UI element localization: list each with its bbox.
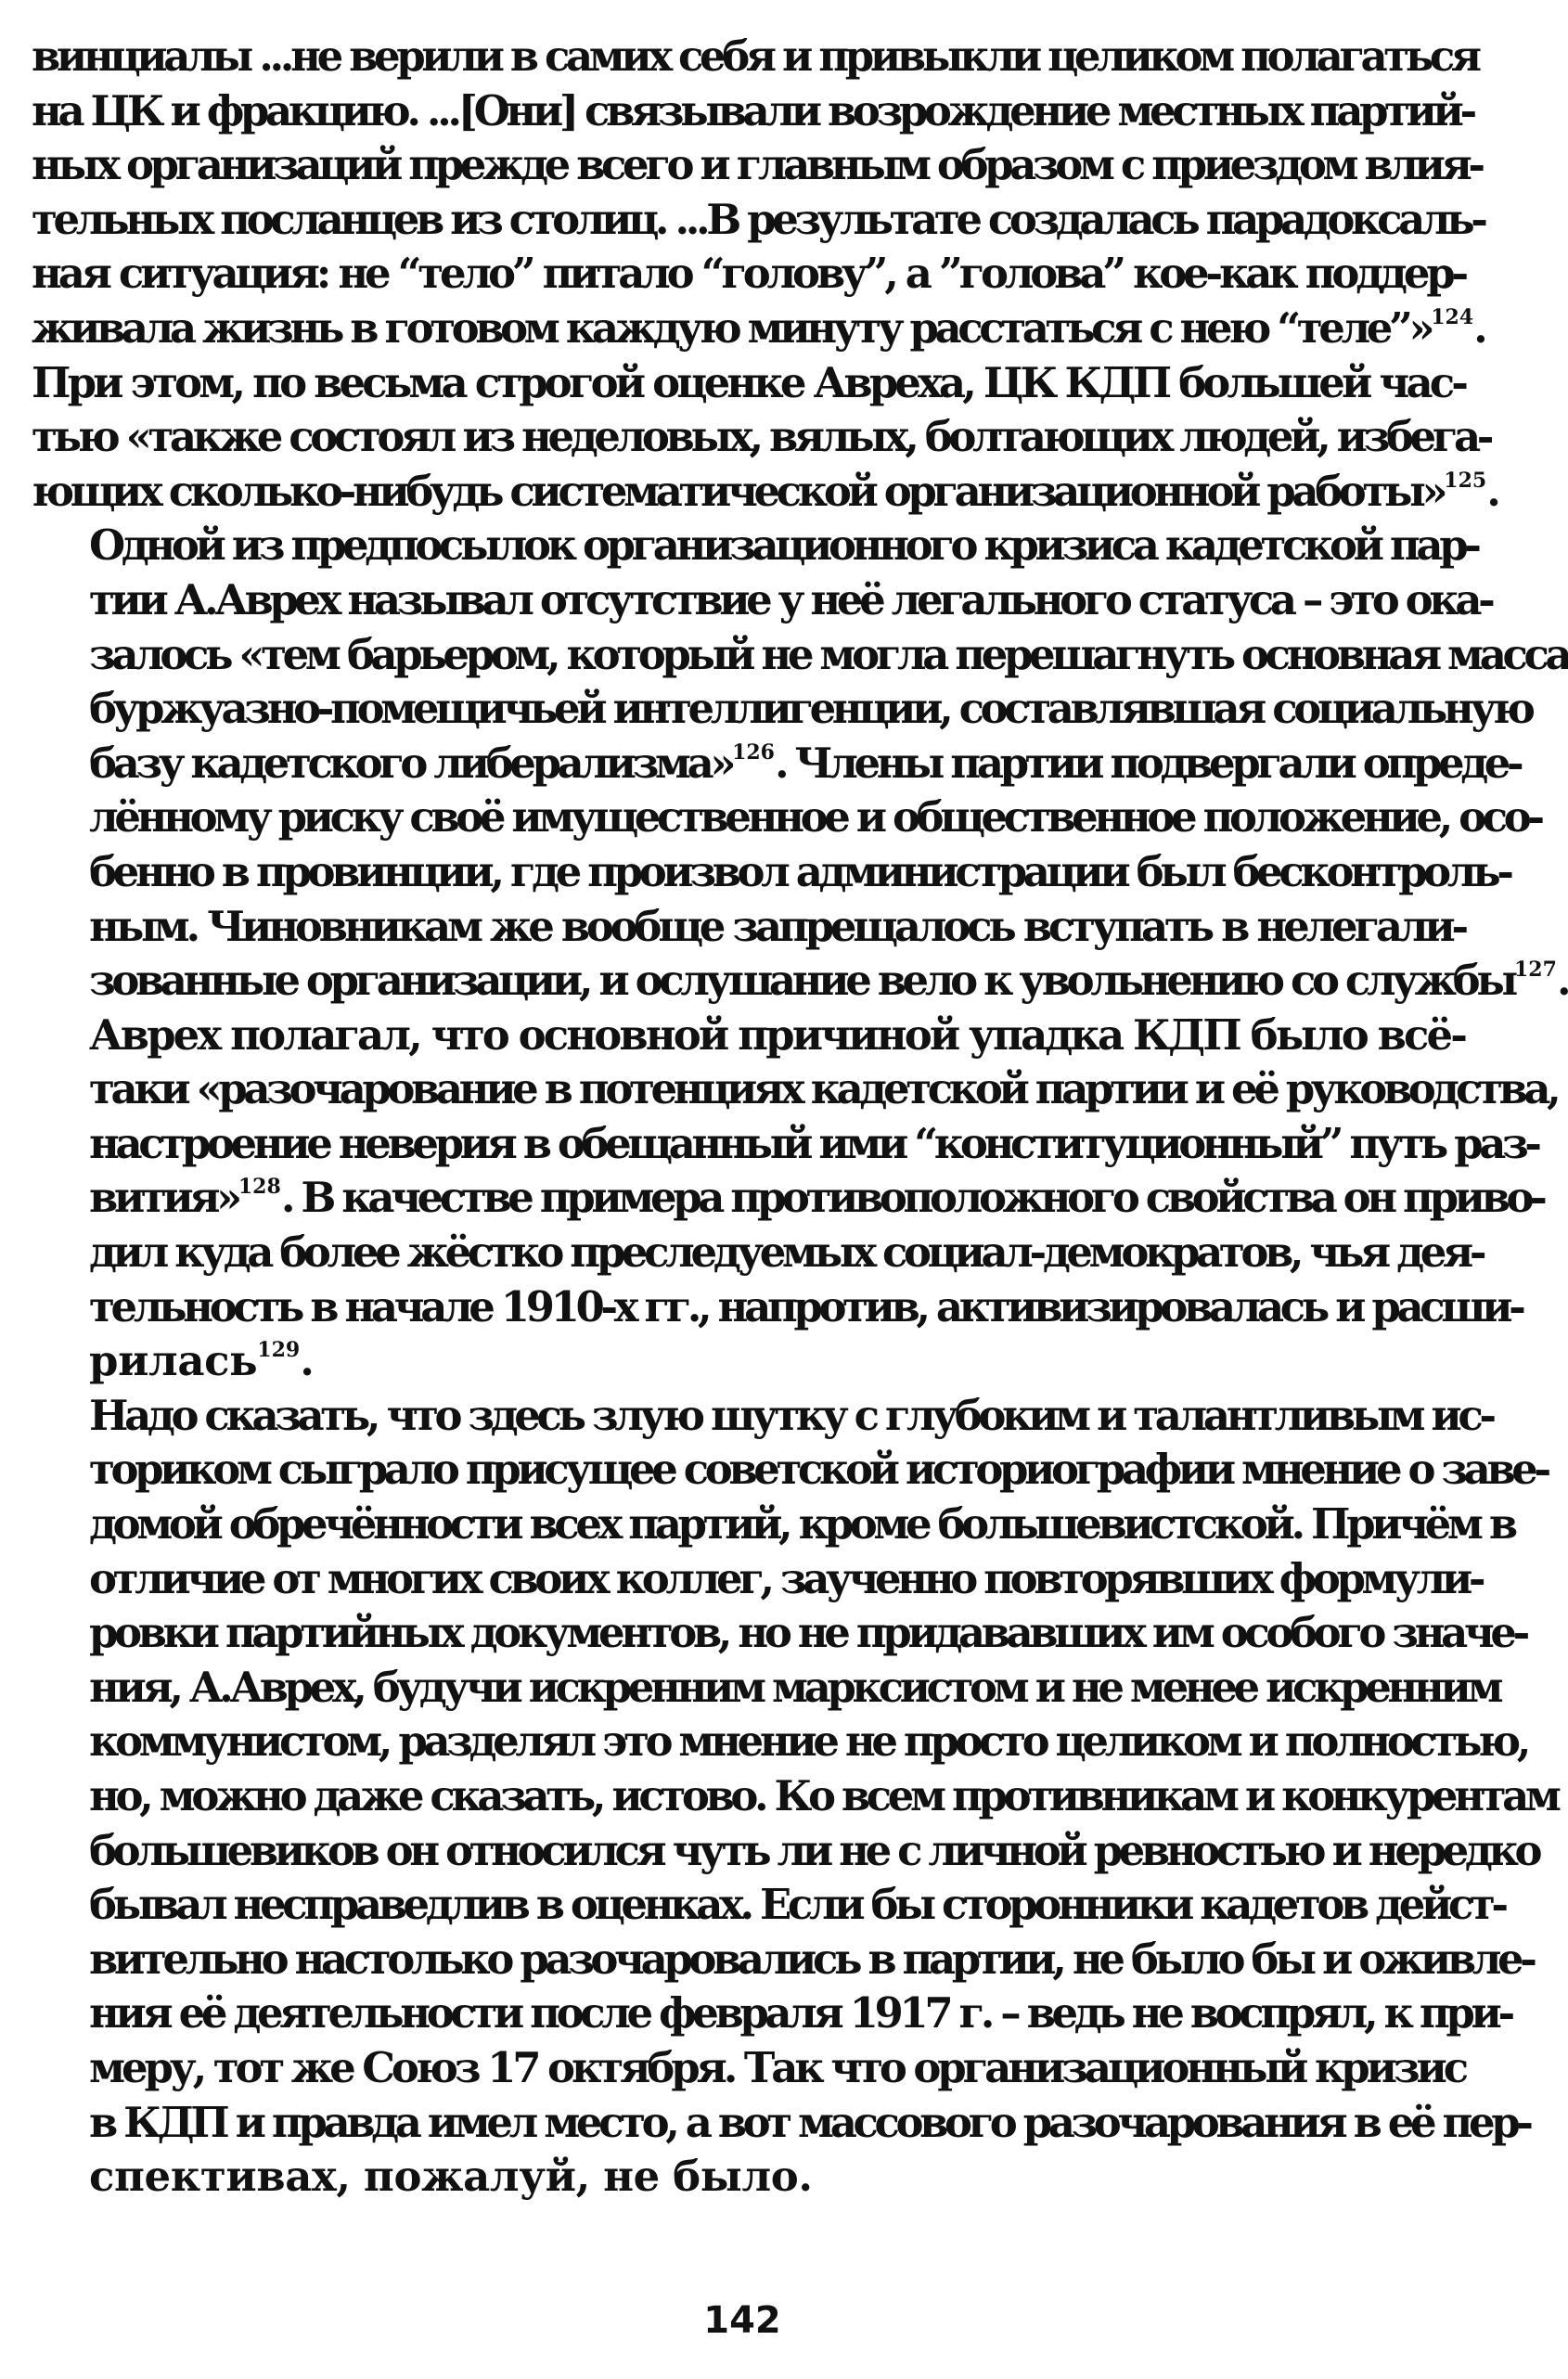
text-run: но, можно даже сказать, истово. Ко всем противникам и конкурентам (89, 1771, 1558, 1820)
text-line (32, 2096, 1530, 2151)
text-line (32, 1062, 1558, 1117)
text-run: тельность в начале 1910-х гг., напротив, активизировалась и расши- (89, 1281, 1523, 1331)
text-line (32, 1334, 1465, 1389)
text-line (32, 1933, 1534, 1987)
text-run: базу кадетского либерализма» (89, 738, 733, 788)
text-line (32, 1280, 1523, 1335)
text-line (32, 2041, 1465, 2096)
text-run: настроение неверия в обещанный ими “конституционный” путь раз- (89, 1118, 1538, 1168)
text-run: на ЦК и фракцию. ...[Они] связывали возрождение местных партий- (32, 85, 1473, 135)
footnote-marker: 129 (257, 1338, 301, 1363)
text-line (32, 1878, 1505, 1933)
text-run: отличие от многих своих коллег, заученно повторявших формули- (89, 1553, 1483, 1603)
footnote-marker: 125 (1444, 468, 1487, 493)
text-line (32, 410, 1490, 465)
text-run: Надо сказать, что здесь злую шутку с глубоким и талантливым ис- (89, 1390, 1493, 1440)
text-line (32, 900, 1465, 955)
text-line (32, 1769, 1558, 1824)
text-run: тью «также состоял из неделовых, вялых, болтающих людей, избега- (32, 412, 1490, 462)
text-run: буржуазно-помещичьей интеллигенции, составлявшая социальную (89, 684, 1532, 734)
footnote-marker: 126 (732, 739, 775, 765)
page-number: 142 (703, 2299, 781, 2342)
text-run: ровки партийных документов, но не придававших им особого значе- (89, 1608, 1526, 1658)
text-run: большевиков он относился чуть ли не с личной ревностью и нередко (89, 1825, 1539, 1875)
text-run: дил куда более жёстко преследуемых социал-демократов, чья дея- (89, 1228, 1484, 1278)
text-line (32, 2150, 1465, 2205)
text-line (32, 519, 1478, 573)
text-line (32, 1552, 1483, 1607)
document-page (32, 30, 1568, 2205)
text-line (32, 1715, 1528, 1769)
text-line (32, 247, 1465, 302)
text-run: зованные организации, и ослушание вело к увольнению со службы (89, 956, 1514, 1006)
text-run: тельных посланцев из столиц. ...В результате создалась парадоксаль- (32, 194, 1484, 244)
text-run: . (300, 1336, 315, 1386)
text-run: ния, А.Аврех, будучи искренним марксистом и не менее искренним (89, 1662, 1500, 1712)
text-run: ющих сколько-нибудь систематической организационной работы» (32, 466, 1445, 516)
text-run: бенно в провинции, где произвол администрации был бесконтроль- (89, 846, 1510, 896)
text-run: в КДП и правда имел место, а вот массового разочарования в её пер- (89, 2097, 1530, 2147)
text-line (32, 1987, 1511, 2041)
text-run: коммунистом, разделял это мнение не просто целиком и полностью, (89, 1717, 1528, 1767)
text-run: залось «тем барьером, который не могла перешагнуть основная масса (89, 629, 1568, 679)
text-run: Одной из предпосылок организационного кризиса кадетской пар- (89, 521, 1478, 571)
text-line (32, 465, 1497, 520)
text-run: тии А.Аврех называл отсутствие у неё легального статуса – это ока- (89, 574, 1492, 624)
text-line (32, 737, 1521, 791)
footnote-marker: 128 (238, 1175, 281, 1200)
text-run: таки «разочарование в потенциях кадетской партии и её руководства, (89, 1064, 1558, 1114)
text-run: . (1556, 956, 1568, 1006)
text-line (32, 682, 1532, 737)
text-run: . (1486, 466, 1497, 516)
text-run: . В качестве примера противоположного свойства он приво- (280, 1173, 1544, 1223)
text-line (32, 628, 1568, 683)
text-line (32, 84, 1473, 139)
paragraph (32, 1009, 1558, 1389)
text-run: лённому риску своё имущественное и общественное положение, осо- (89, 792, 1541, 842)
text-line (32, 138, 1482, 193)
text-run: Аврех полагал, что основной причиной упадка КДП было всё- (89, 1009, 1465, 1060)
text-run: ных организаций прежде всего и главным образом с приездом влия- (32, 140, 1482, 190)
text-line (32, 193, 1484, 248)
text-line (32, 302, 1484, 356)
text-line (32, 1498, 1514, 1552)
footnote-marker: 127 (1514, 958, 1557, 983)
text-line (32, 1226, 1484, 1280)
text-run: винциалы ...не верили в самих себя и привыкли целиком полагаться (32, 32, 1478, 81)
text-line (32, 1117, 1538, 1172)
text-run: ния её деятельности после февраля 1917 г. – ведь не воспрял, к при- (89, 1988, 1511, 2038)
text-line (32, 356, 1465, 411)
paragraph (32, 1389, 1558, 2205)
text-run: вития» (89, 1173, 238, 1223)
text-line (32, 30, 1478, 84)
text-line (32, 1389, 1493, 1444)
text-run: меру, тот же Союз 17 октября. Так что организационный кризис (89, 2042, 1466, 2092)
text-run: . (1473, 302, 1484, 353)
paragraph (32, 519, 1568, 1008)
text-line (32, 1009, 1465, 1063)
text-line (32, 1606, 1526, 1661)
text-run: . Члены партии подвергали опреде- (775, 738, 1521, 788)
text-line (32, 573, 1492, 628)
text-run: ным. Чиновникам же вообще запрещалось вступать в нелегали- (89, 901, 1465, 951)
text-run: бывал несправедлив в оценках. Если бы сторонники кадетов дейст- (89, 1880, 1505, 1930)
text-run: живала жизнь в готовом каждую минуту расстаться с нею “теле”» (32, 302, 1432, 353)
text-run: рилась (89, 1336, 258, 1386)
text-line (32, 954, 1568, 1009)
text-run: спективах, пожалуй, не было. (89, 2152, 813, 2202)
text-line (32, 1171, 1544, 1226)
body-text (32, 30, 1568, 2205)
paragraph (32, 30, 1497, 519)
text-line (32, 1443, 1548, 1498)
text-run: домой обречённости всех партий, кроме большевистской. Причём в (89, 1499, 1514, 1550)
footnote-marker: 124 (1431, 304, 1474, 329)
text-run: При этом, по весьма строгой оценке Авреха, ЦК КДП большей час- (32, 357, 1465, 407)
text-run: ная ситуация: не “тело” питало “голову”, а ”голова” кое-как поддер- (32, 249, 1465, 299)
text-run: вительно настолько разочаровались в партии, не было бы и оживле- (89, 1934, 1534, 1984)
text-line (32, 791, 1541, 845)
text-line (32, 1661, 1500, 1716)
text-line (32, 845, 1510, 900)
text-run: ториком сыграло присущее советской историографии мнение о заве- (89, 1445, 1548, 1495)
text-line (32, 1824, 1539, 1879)
